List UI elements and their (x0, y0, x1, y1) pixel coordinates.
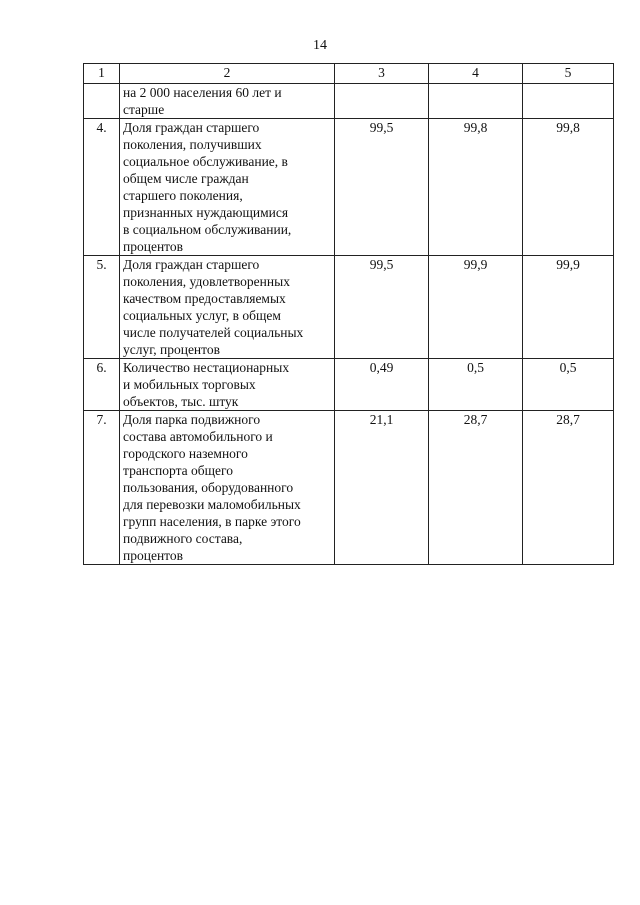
header-cell-3: 3 (335, 64, 429, 84)
value-col-3: 21,1 (335, 411, 429, 565)
description-line: поколения, удовлетворенных (123, 274, 290, 289)
value-col-3 (335, 84, 429, 119)
value-col-3: 99,5 (335, 256, 429, 359)
row-description (120, 84, 335, 119)
header-cell-5: 5 (523, 64, 614, 84)
description-line: Количество нестационарных (123, 360, 290, 375)
value-col-5: 99,8 (523, 119, 614, 256)
page-number: 14 (313, 38, 327, 53)
value-col-4: 0,5 (429, 359, 523, 411)
description-line: транспорта общего (123, 463, 233, 478)
description-line: объектов, тыс. штук (123, 394, 239, 409)
table-row (84, 411, 614, 565)
description-line: общем числе граждан (123, 171, 249, 186)
description-line: старшего поколения, (123, 188, 243, 203)
description-line: состава автомобильного и (123, 429, 273, 444)
row-description (120, 119, 335, 256)
table-row (84, 84, 614, 119)
description-line: Доля парка подвижного (123, 412, 261, 427)
value-col-5: 0,5 (523, 359, 614, 411)
description-line: признанных нуждающимися (123, 205, 289, 220)
description-line: процентов (123, 548, 184, 563)
description-line: для перевозки маломобильных (123, 497, 301, 512)
description-line: и мобильных торговых (123, 377, 256, 392)
description-line: социальное обслуживание, в (123, 154, 288, 169)
description-line: в социальном обслуживании, (123, 222, 292, 237)
description-line: групп населения, в парке этого (123, 514, 301, 529)
table-header-row (84, 64, 614, 84)
header-cell-1: 1 (84, 64, 120, 84)
value-col-5 (523, 84, 614, 119)
description-line: услуг, процентов (123, 342, 221, 357)
value-col-4: 28,7 (429, 411, 523, 565)
table-row (84, 256, 614, 359)
header-cell-2: 2 (120, 64, 335, 84)
table-row (84, 359, 614, 411)
value-col-4: 99,8 (429, 119, 523, 256)
value-col-4: 99,9 (429, 256, 523, 359)
description-line: социальных услуг, в общем (123, 308, 281, 323)
row-number (84, 84, 120, 119)
row-description (120, 411, 335, 565)
description-line: городского наземного (123, 446, 248, 461)
description-line: качеством предоставляемых (123, 291, 286, 306)
value-col-4 (429, 84, 523, 119)
value-col-5: 99,9 (523, 256, 614, 359)
row-number: 6. (84, 359, 120, 411)
table-row (84, 119, 614, 256)
row-number: 5. (84, 256, 120, 359)
row-number: 7. (84, 411, 120, 565)
description-line: старше (123, 102, 165, 117)
description-line: процентов (123, 239, 184, 254)
description-line: поколения, получивших (123, 137, 262, 152)
row-number: 4. (84, 119, 120, 256)
row-description (120, 359, 335, 411)
description-line: Доля граждан старшего (123, 120, 260, 135)
value-col-5: 28,7 (523, 411, 614, 565)
value-col-3: 0,49 (335, 359, 429, 411)
row-description (120, 256, 335, 359)
description-line: числе получателей социальных (123, 325, 304, 340)
header-cell-4: 4 (429, 64, 523, 84)
description-line: подвижного состава, (123, 531, 243, 546)
description-line: Доля граждан старшего (123, 257, 260, 272)
description-line: пользования, оборудованного (123, 480, 294, 495)
value-col-3: 99,5 (335, 119, 429, 256)
indicators-table (83, 63, 614, 565)
description-line: на 2 000 населения 60 лет и (123, 85, 282, 100)
